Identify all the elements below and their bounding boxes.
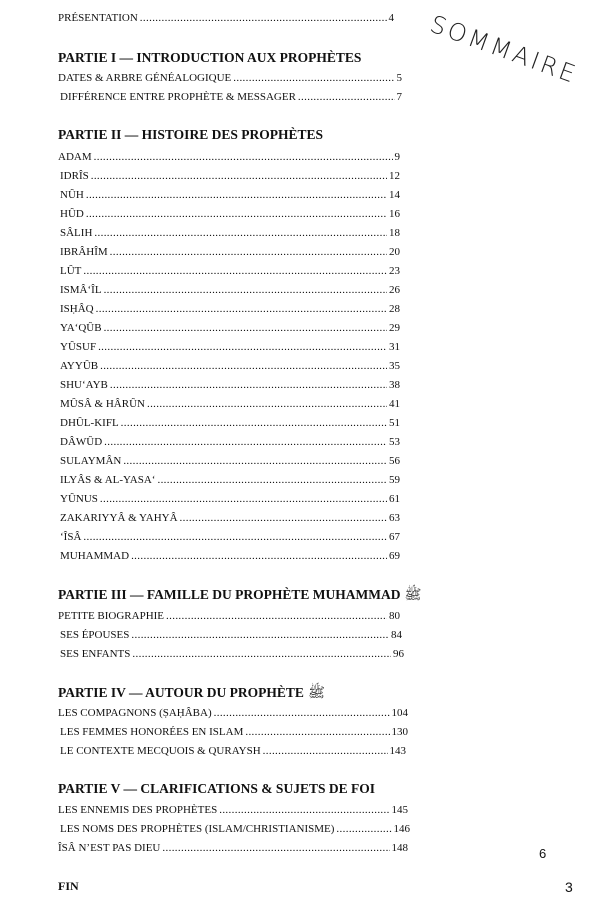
leader-dots [166,610,387,622]
toc-entry [60,303,400,315]
leader-dots [131,550,387,562]
toc-entry-page: 23 [389,265,400,277]
part-heading-2: PARTIE II — HISTOIRE DES PROPHÈTES [58,127,323,142]
toc-entry-title: LES NOMS DES PROPHÈTES (ISLAM/CHRISTIANISME) [60,823,335,835]
toc-entry-title: ÎSÂ N’EST PAS DIEU [58,842,161,854]
toc-entry [58,804,408,816]
toc-entry-title: LE CONTEXTE MECQUOIS & QURAYSH [60,745,261,757]
toc-entry-page: 26 [389,284,400,296]
toc-entry-page: 41 [389,398,400,410]
toc-entry [60,379,400,391]
toc-entry-title: LES ENNEMIS DES PROPHÈTES [58,804,218,816]
toc-entry-title: MUHAMMAD [60,550,130,562]
toc-entry [58,610,400,622]
leader-dots [180,512,387,524]
leader-dots [214,707,390,719]
toc-entry-title: ILYÂS & AL-YASA‘ [60,474,156,486]
toc-entry [60,474,400,486]
toc-entry [60,823,410,835]
leader-dots [104,322,387,334]
side-number: 6 [539,846,547,861]
toc-entry [58,707,408,719]
toc-entry [60,227,400,239]
leader-dots [100,493,387,505]
toc-entry-page: 84 [391,629,402,641]
leader-dots [121,417,387,429]
toc-entry-page: 148 [391,842,408,854]
toc-entry-page: 146 [393,823,410,835]
toc-entry-title: DATES & ARBRE GÉNÉALOGIQUE [58,72,232,84]
toc-entry-page: 130 [391,726,408,738]
toc-entry-title: AYYÛB [60,360,99,372]
toc-entry-title: LES FEMMES HONORÉES EN ISLAM [60,726,244,738]
toc-entry-page: 67 [389,531,400,543]
leader-dots [245,726,389,738]
part-heading-3 [58,586,421,606]
toc-entry-page: 31 [389,341,400,353]
toc-entry-page: 143 [389,745,406,757]
leader-dots [86,208,387,220]
toc-entry-title: SÂLIH [60,227,93,239]
toc-entry-page: 104 [391,707,408,719]
toc-entry-title: IBRÂHÎM [60,246,108,258]
toc-entry [60,208,400,220]
toc-entry-title: YA‘QÛB [60,322,102,334]
toc-entry-title: LÛT [60,265,82,277]
toc-entry-page: 61 [389,493,400,505]
toc-entry-page: 4 [388,12,394,24]
toc-entry-title: DÂWÛD [60,436,103,448]
toc-entry-page: 28 [389,303,400,315]
part-heading-text: PARTIE IV — AUTOUR DU PROPHÈTE [58,685,304,700]
leader-dots [104,436,387,448]
toc-entry-title: IDRÎS [60,170,89,182]
toc-entry-title: ZAKARIYYÂ & YAHYÂ [60,512,178,524]
leader-dots [110,379,387,391]
part-heading-5: PARTIE V — CLARIFICATIONS & SUJETS DE FOI [58,781,375,796]
toc-entry [58,151,400,163]
toc-entry-page: 51 [389,417,400,429]
toc-entry-page: 38 [389,379,400,391]
toc-entry-page: 63 [389,512,400,524]
leader-dots [94,151,393,163]
leader-dots [162,842,389,854]
toc-entry-title: DHÛL-KIFL [60,417,119,429]
leader-dots [104,284,387,296]
toc-entry-page: 20 [389,246,400,258]
toc-entry [60,417,400,429]
toc-entry-page: 12 [389,170,400,182]
toc-entry [60,726,408,738]
leader-dots [140,12,387,24]
leader-dots [219,804,389,816]
leader-dots [263,745,388,757]
toc-entry-page: 9 [394,151,400,163]
toc-entry-page: 80 [389,610,400,622]
toc-entry [58,842,408,854]
toc-entry [58,72,402,84]
toc-entry [60,265,400,277]
toc-entry-title: PETITE BIOGRAPHIE [58,610,165,622]
toc-entry-page: 14 [389,189,400,201]
toc-entry-title: DIFFÉRENCE ENTRE PROPHÈTE & MESSAGER [60,91,296,103]
toc-entry [60,745,406,757]
toc-entry-title: PRÉSENTATION [58,12,138,24]
toc-entry [60,398,400,410]
toc-entry-page: 35 [389,360,400,372]
toc-entry-presentation [58,12,394,24]
leader-dots [98,341,387,353]
leader-dots [233,72,394,84]
toc-entry-page: 145 [391,804,408,816]
toc-entry [60,436,400,448]
leader-dots [83,531,387,543]
toc-entry-title: YÛSUF [60,341,97,353]
toc-entry [60,91,402,103]
toc-entry [60,455,400,467]
toc-entry [60,360,400,372]
toc-entry-title: LES COMPAGNONS (ṢAḤÂBA) [58,707,212,719]
toc-entry [60,493,400,505]
toc-entry [60,246,400,258]
toc-entry-title: SES ENFANTS [60,648,131,660]
part-heading-1: PARTIE I — INTRODUCTION AUX PROPHÈTES [58,50,362,65]
toc-entry-title: SULAYMÂN [60,455,122,467]
leader-dots [336,823,391,835]
toc-entry [60,531,400,543]
leader-dots [132,648,391,660]
toc-entry [60,341,400,353]
toc-entry-title: HÛD [60,208,84,220]
sommaire-title: SOMMAIRE [426,10,582,90]
toc-entry-page: 96 [393,648,404,660]
toc-entry [60,648,404,660]
toc-entry-page: 69 [389,550,400,562]
leader-dots [100,360,387,372]
leader-dots [147,398,387,410]
toc-entry-page: 56 [389,455,400,467]
toc-entry-page: 5 [396,72,402,84]
toc-entry-title: ISḤÂQ [60,303,94,315]
page-number: 3 [565,879,573,895]
toc-entry-title: YÛNUS [60,493,98,505]
toc-entry-page: 29 [389,322,400,334]
toc-entry-title: MÛSÂ & HÂRÛN [60,398,145,410]
leader-dots [110,246,387,258]
toc-entry [60,512,400,524]
part-heading-4 [58,684,325,704]
toc-entry-title: ‘ÎSÂ [60,531,82,543]
leader-dots [123,455,387,467]
toc-entry [60,189,400,201]
toc-entry [60,284,400,296]
toc-entry [60,550,400,562]
toc-entry-page: 18 [389,227,400,239]
honorific-glyph: ﷺ [404,588,422,603]
honorific-glyph: ﷺ [307,686,325,701]
toc-entry-title: ADAM [58,151,92,163]
leader-dots [157,474,387,486]
toc-entry-title: ISMÂ‘ÎL [60,284,102,296]
toc-entry-title: NÛH [60,189,84,201]
leader-dots [86,189,387,201]
toc-entry-page: 7 [396,91,402,103]
part-heading-text: PARTIE III — FAMILLE DU PROPHÈTE MUHAMMAD [58,587,401,602]
leader-dots [96,303,387,315]
leader-dots [298,91,395,103]
fin-label: FIN [58,879,79,893]
toc-entry-title: SES ÉPOUSES [60,629,130,641]
leader-dots [131,629,389,641]
toc-entry [60,629,402,641]
toc-entry-page: 16 [389,208,400,220]
toc-entry-page: 53 [389,436,400,448]
leader-dots [94,227,387,239]
leader-dots [91,170,387,182]
toc-entry-title: SHU‘AYB [60,379,108,391]
leader-dots [83,265,387,277]
toc-entry [60,322,400,334]
toc-entry-page: 59 [389,474,400,486]
toc-entry [60,170,400,182]
